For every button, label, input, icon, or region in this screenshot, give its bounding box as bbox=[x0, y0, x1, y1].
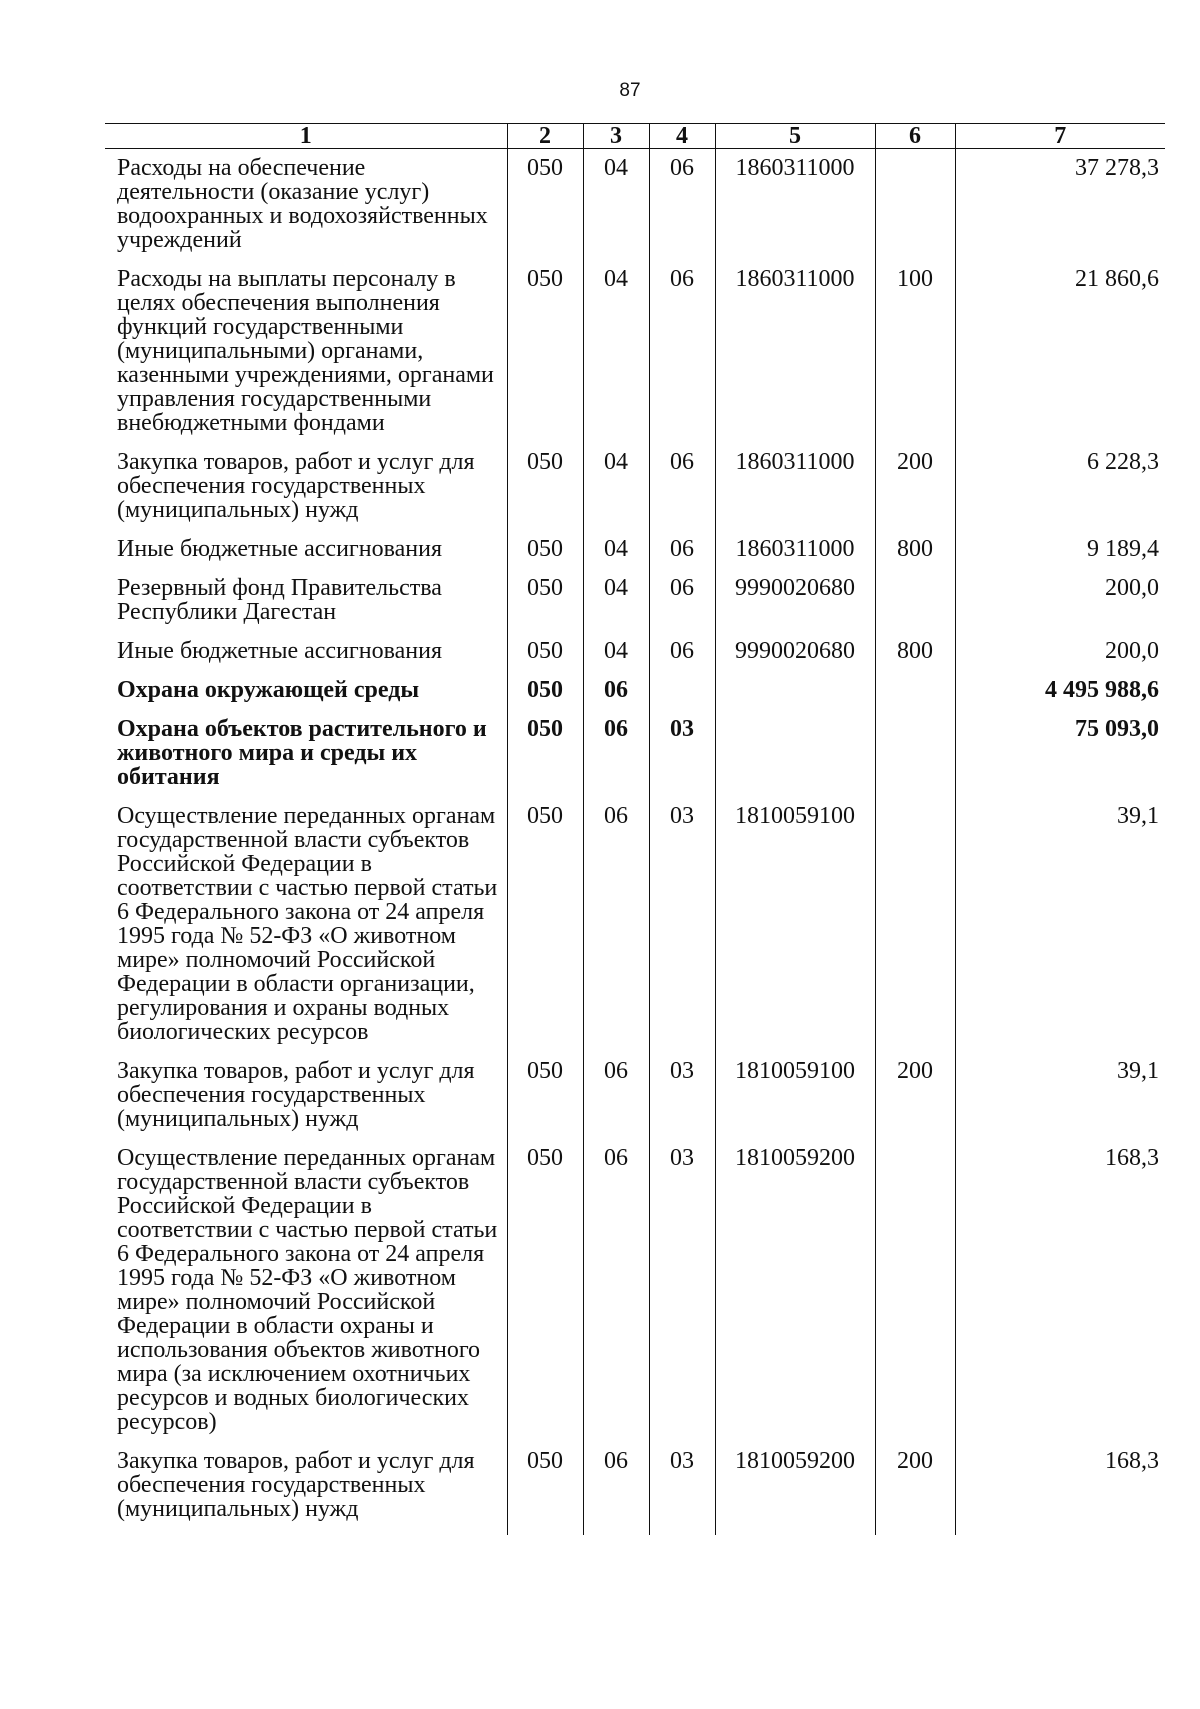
header-col-5: 5 bbox=[715, 124, 875, 149]
table-row bbox=[105, 632, 1165, 671]
cell-ministry: 050 bbox=[507, 1139, 583, 1442]
cell-expense-type bbox=[875, 671, 955, 710]
cell-section: 04 bbox=[583, 443, 649, 530]
table-row bbox=[105, 443, 1165, 530]
cell-subsection: 06 bbox=[649, 260, 715, 443]
cell-amount: 6 228,3 bbox=[955, 443, 1165, 530]
cell-expense-type bbox=[875, 1139, 955, 1442]
cell-subsection: 06 bbox=[649, 569, 715, 632]
cell-section: 06 bbox=[583, 1442, 649, 1535]
budget-table bbox=[105, 123, 1165, 1535]
cell-ministry: 050 bbox=[507, 671, 583, 710]
cell-name: Резервный фонд Правительства Республики Дагестан bbox=[117, 575, 442, 625]
cell-amount: 200,0 bbox=[955, 569, 1165, 632]
cell-expense-type bbox=[875, 797, 955, 1052]
cell-target-article: 9990020680 bbox=[715, 632, 875, 671]
cell-expense-type: 800 bbox=[875, 632, 955, 671]
cell-amount: 4 495 988,6 bbox=[955, 671, 1165, 710]
cell-amount: 200,0 bbox=[955, 632, 1165, 671]
cell-amount: 168,3 bbox=[955, 1139, 1165, 1442]
cell-name: Закупка товаров, работ и услуг для обеспечения государственных (муниципальных) нужд bbox=[117, 1448, 475, 1522]
cell-section: 04 bbox=[583, 530, 649, 569]
cell-expense-type: 200 bbox=[875, 1052, 955, 1139]
cell-target-article: 1810059200 bbox=[715, 1442, 875, 1535]
cell-target-article: 1810059100 bbox=[715, 797, 875, 1052]
cell-section: 06 bbox=[583, 710, 649, 797]
cell-name: Расходы на обеспечение деятельности (оказание услуг) водоохранных и водохозяйственных учреждений bbox=[117, 155, 488, 253]
cell-target-article: 9990020680 bbox=[715, 569, 875, 632]
cell-expense-type bbox=[875, 710, 955, 797]
cell-name: Закупка товаров, работ и услуг для обеспечения государственных (муниципальных) нужд bbox=[117, 1058, 475, 1132]
cell-section: 06 bbox=[583, 797, 649, 1052]
table-row bbox=[105, 569, 1165, 632]
cell-amount: 39,1 bbox=[955, 1052, 1165, 1139]
cell-section: 06 bbox=[583, 1139, 649, 1442]
header-col-6: 6 bbox=[875, 124, 955, 149]
cell-subsection: 06 bbox=[649, 530, 715, 569]
cell-expense-type: 200 bbox=[875, 1442, 955, 1535]
cell-name: Охрана окружающей среды bbox=[117, 677, 420, 703]
cell-target-article bbox=[715, 710, 875, 797]
cell-ministry: 050 bbox=[507, 149, 583, 261]
cell-name: Осуществление переданных органам государственной власти субъектов Российской Федерации в соответствии с частью первой статьи 6 Федерального закона от 24 апреля 1995 года № 52-ФЗ «О животном мире» полномочий Российской Федерации в области охраны и использования объектов животного мира (за исключением охотничьих ресурсов и водных биологических ресурсов) bbox=[117, 1145, 498, 1435]
table-row bbox=[105, 530, 1165, 569]
cell-target-article: 1860311000 bbox=[715, 260, 875, 443]
cell-target-article: 1810059200 bbox=[715, 1139, 875, 1442]
cell-expense-type bbox=[875, 569, 955, 632]
cell-target-article: 1860311000 bbox=[715, 149, 875, 261]
cell-amount: 168,3 bbox=[955, 1442, 1165, 1535]
cell-ministry: 050 bbox=[507, 260, 583, 443]
cell-section: 04 bbox=[583, 260, 649, 443]
table-header-row bbox=[105, 124, 1165, 149]
header-col-4: 4 bbox=[649, 124, 715, 149]
header-col-2: 2 bbox=[507, 124, 583, 149]
cell-target-article: 1860311000 bbox=[715, 443, 875, 530]
table-row bbox=[105, 149, 1165, 261]
cell-ministry: 050 bbox=[507, 530, 583, 569]
page-number: 87 bbox=[619, 80, 641, 101]
cell-section: 04 bbox=[583, 569, 649, 632]
cell-ministry: 050 bbox=[507, 632, 583, 671]
cell-name: Расходы на выплаты персоналу в целях обеспечения выполнения функций государственными (муниципальными) органами, казенными учреждениями, органами управления государственными внебюджетными фондами bbox=[117, 266, 494, 436]
cell-subsection: 06 bbox=[649, 443, 715, 530]
cell-name: Охрана объектов растительного и животного мира и среды их обитания bbox=[117, 716, 487, 790]
cell-subsection: 03 bbox=[649, 710, 715, 797]
cell-name: Закупка товаров, работ и услуг для обеспечения государственных (муниципальных) нужд bbox=[117, 449, 475, 523]
cell-subsection: 03 bbox=[649, 797, 715, 1052]
cell-ministry: 050 bbox=[507, 1442, 583, 1535]
cell-amount: 9 189,4 bbox=[955, 530, 1165, 569]
cell-target-article bbox=[715, 671, 875, 710]
cell-amount: 37 278,3 bbox=[955, 149, 1165, 261]
table-row bbox=[105, 1052, 1165, 1139]
cell-section: 06 bbox=[583, 671, 649, 710]
cell-section: 04 bbox=[583, 632, 649, 671]
header-col-1: 1 bbox=[105, 124, 507, 149]
cell-subsection: 03 bbox=[649, 1442, 715, 1535]
cell-name: Иные бюджетные ассигнования bbox=[117, 536, 442, 562]
header-col-7: 7 bbox=[955, 124, 1165, 149]
cell-subsection: 06 bbox=[649, 632, 715, 671]
cell-target-article: 1860311000 bbox=[715, 530, 875, 569]
table-row bbox=[105, 797, 1165, 1052]
cell-amount: 39,1 bbox=[955, 797, 1165, 1052]
cell-section: 06 bbox=[583, 1052, 649, 1139]
cell-subsection: 06 bbox=[649, 149, 715, 261]
cell-subsection: 03 bbox=[649, 1052, 715, 1139]
cell-amount: 21 860,6 bbox=[955, 260, 1165, 443]
table-row bbox=[105, 671, 1165, 710]
cell-subsection: 03 bbox=[649, 1139, 715, 1442]
cell-subsection bbox=[649, 671, 715, 710]
cell-target-article: 1810059100 bbox=[715, 1052, 875, 1139]
cell-ministry: 050 bbox=[507, 710, 583, 797]
table-row bbox=[105, 260, 1165, 443]
cell-expense-type: 200 bbox=[875, 443, 955, 530]
cell-name: Иные бюджетные ассигнования bbox=[117, 638, 442, 664]
table-row bbox=[105, 1442, 1165, 1535]
cell-expense-type: 100 bbox=[875, 260, 955, 443]
table-row bbox=[105, 1139, 1165, 1442]
cell-expense-type: 800 bbox=[875, 530, 955, 569]
cell-section: 04 bbox=[583, 149, 649, 261]
cell-amount: 75 093,0 bbox=[955, 710, 1165, 797]
cell-ministry: 050 bbox=[507, 443, 583, 530]
cell-expense-type bbox=[875, 149, 955, 261]
table-row bbox=[105, 710, 1165, 797]
cell-ministry: 050 bbox=[507, 1052, 583, 1139]
cell-ministry: 050 bbox=[507, 569, 583, 632]
header-col-3: 3 bbox=[583, 124, 649, 149]
cell-name: Осуществление переданных органам государственной власти субъектов Российской Федерации в соответствии с частью первой статьи 6 Федерального закона от 24 апреля 1995 года № 52-ФЗ «О животном мире» полномочий Российской Федерации в области организации, регулирования и охраны водных биологических ресурсов bbox=[117, 803, 498, 1045]
cell-ministry: 050 bbox=[507, 797, 583, 1052]
